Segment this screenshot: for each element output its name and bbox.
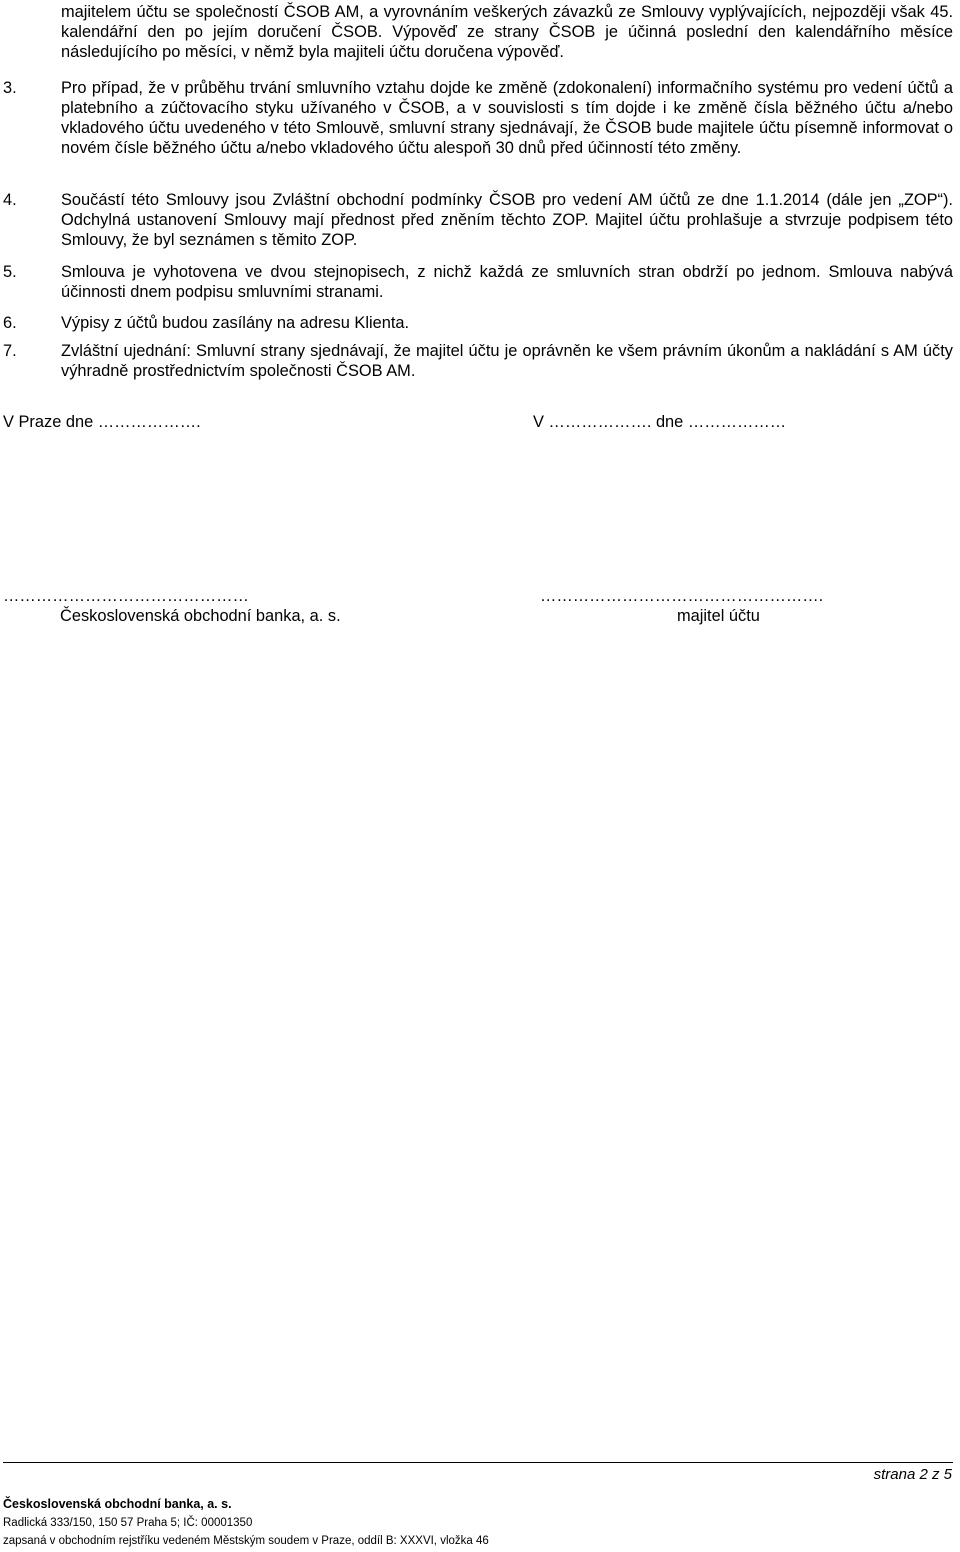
- signature-label-owner: majitel účtu: [677, 607, 760, 625]
- clause-5-text: Smlouva je vyhotovena ve dvou stejnopisech, z nichž každá ze smluvních stran obdrží po jednom. Smlouva nabývá účinnosti dnem podpisu smluvními stranami.: [61, 263, 953, 301]
- clause-4-text: Součástí této Smlouvy jsou Zvláštní obchodní podmínky ČSOB pro vedení AM účtů ze dne 1.1.2014 (dále jen „ZOP“). Odchylná ustanovení Smlouvy mají přednost před zněním těchto ZOP. Majitel účtu prohlašuje a stvrzuje podpisem této Smlouvy, že byl seznámen s těmito ZOP.: [61, 191, 953, 249]
- footer-address: Radlická 333/150, 150 57 Praha 5; IČ: 00001350: [3, 1517, 253, 1529]
- clause-2-continuation: [61, 2, 953, 62]
- footer-divider: [3, 1462, 953, 1463]
- signature-label-bank: Československá obchodní banka, a. s.: [60, 607, 341, 625]
- clause-7-text: Zvláštní ujednání: Smluvní strany sjednávají, že majitel účtu je oprávněn ke všem právním úkonům a nakládání s AM účty výhradně prostřednictvím společnosti ČSOB AM.: [61, 342, 953, 380]
- clause-7: [61, 341, 953, 381]
- clause-3-text: Pro případ, že v průběhu trvání smluvního vztahu dojde ke změně (zdokonalení) informačního systému pro vedení účtů a platebního a zúčtovacího styku užívaného v ČSOB, a v souvislosti s tím dojde i ke změně čísla běžného účtu a/nebo vkladového účtu uvedeného v této Smlouvě, smluvní strany sjednávají, že ČSOB bude majitele účtu písemně informovat o novém čísle běžného účtu a/nebo vkladového účtu alespoň 30 dnů před účinností této změny.: [61, 79, 953, 157]
- clause-2-continuation-text: majitelem účtu se společností ČSOB AM, a vyrovnáním veškerých závazků ze Smlouvy vyplývajících, nejpozději však 45. kalendářní den po jejím doručení ČSOB. Výpověď ze strany ČSOB je účinná poslední den kalendářního měsíce následujícího po měsíci, v němž byla majiteli účtu doručena výpověď.: [61, 3, 953, 61]
- clause-5-number: 5.: [3, 263, 17, 281]
- clause-4-number: 4.: [3, 191, 17, 209]
- clause-6-number: 6.: [3, 314, 17, 332]
- place-date-left: V Praze dne ……………….: [3, 413, 201, 431]
- clause-4: [61, 190, 953, 250]
- clause-3-number: 3.: [3, 79, 17, 97]
- footer-company-name: Československá obchodní banka, a. s.: [3, 1497, 232, 1511]
- clause-5: [61, 262, 953, 302]
- place-date-right: V ………………. dne ………………: [533, 413, 787, 431]
- clause-6: [61, 313, 953, 333]
- signature-line-bank: ………………………………………: [3, 587, 249, 605]
- signature-line-owner: …………………………………………….: [540, 587, 824, 605]
- clause-3: [61, 78, 953, 158]
- footer-registry: zapsaná v obchodním rejstříku vedeném Městským soudem v Praze, oddíl B: XXXVI, vložka 46: [3, 1535, 489, 1547]
- page-number: strana 2 z 5: [873, 1466, 952, 1483]
- clause-7-number: 7.: [3, 342, 17, 360]
- clause-6-text: Výpisy z účtů budou zasílány na adresu Klienta.: [61, 314, 410, 332]
